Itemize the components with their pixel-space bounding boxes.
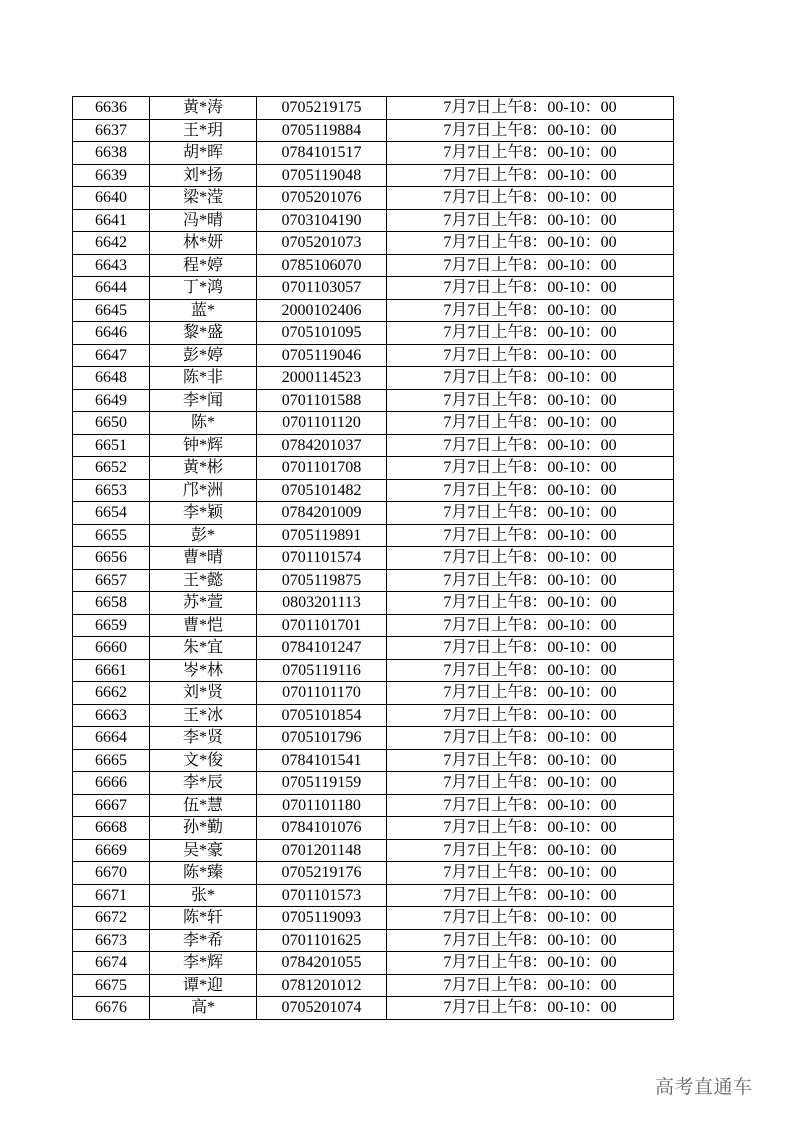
table-row (73, 907, 674, 930)
time-slot-cell: 7月7日上午8：00-10：00 (387, 614, 674, 637)
name-cell: 曹*恺 (150, 614, 257, 637)
table-row (73, 277, 674, 300)
row-number-cell: 6656 (73, 547, 150, 570)
row-number-cell: 6649 (73, 389, 150, 412)
name-cell: 苏*萱 (150, 592, 257, 615)
row-number-cell: 6663 (73, 704, 150, 727)
row-number-cell: 6657 (73, 569, 150, 592)
time-slot-cell: 7月7日上午8：00-10：00 (387, 974, 674, 997)
name-cell: 程*婷 (150, 254, 257, 277)
time-slot-cell: 7月7日上午8：00-10：00 (387, 322, 674, 345)
table-row (73, 367, 674, 390)
time-slot-cell: 7月7日上午8：00-10：00 (387, 502, 674, 525)
time-slot-cell: 7月7日上午8：00-10：00 (387, 164, 674, 187)
time-slot-cell: 7月7日上午8：00-10：00 (387, 907, 674, 930)
name-cell: 陈*臻 (150, 862, 257, 885)
time-slot-cell: 7月7日上午8：00-10：00 (387, 569, 674, 592)
row-number-cell: 6671 (73, 884, 150, 907)
row-number-cell: 6667 (73, 794, 150, 817)
table-row (73, 412, 674, 435)
exam-id-cell: 0705219175 (257, 97, 387, 120)
exam-id-cell: 0705201076 (257, 187, 387, 210)
exam-id-cell: 0784101247 (257, 637, 387, 660)
time-slot-cell: 7月7日上午8：00-10：00 (387, 299, 674, 322)
name-cell: 李*辉 (150, 952, 257, 975)
name-cell: 李*闻 (150, 389, 257, 412)
table-row (73, 637, 674, 660)
row-number-cell: 6638 (73, 142, 150, 165)
time-slot-cell: 7月7日上午8：00-10：00 (387, 412, 674, 435)
table-row (73, 502, 674, 525)
table-row (73, 479, 674, 502)
row-number-cell: 6669 (73, 839, 150, 862)
name-cell: 钟*辉 (150, 434, 257, 457)
name-cell: 李*贤 (150, 727, 257, 750)
row-number-cell: 6647 (73, 344, 150, 367)
time-slot-cell: 7月7日上午8：00-10：00 (387, 389, 674, 412)
table-row (73, 232, 674, 255)
table-row (73, 727, 674, 750)
table-row (73, 97, 674, 120)
exam-id-cell: 0705101482 (257, 479, 387, 502)
exam-id-cell: 0705101095 (257, 322, 387, 345)
row-number-cell: 6660 (73, 637, 150, 660)
time-slot-cell: 7月7日上午8：00-10：00 (387, 479, 674, 502)
name-cell: 彭*婷 (150, 344, 257, 367)
table-row (73, 164, 674, 187)
time-slot-cell: 7月7日上午8：00-10：00 (387, 187, 674, 210)
name-cell: 伍*慧 (150, 794, 257, 817)
table-row (73, 344, 674, 367)
table-row (73, 389, 674, 412)
exam-id-cell: 0705101796 (257, 727, 387, 750)
name-cell: 刘*扬 (150, 164, 257, 187)
row-number-cell: 6670 (73, 862, 150, 885)
exam-id-cell: 0705119048 (257, 164, 387, 187)
exam-id-cell: 0703104190 (257, 209, 387, 232)
time-slot-cell: 7月7日上午8：00-10：00 (387, 637, 674, 660)
exam-id-cell: 0701201148 (257, 839, 387, 862)
time-slot-cell: 7月7日上午8：00-10：00 (387, 434, 674, 457)
table-row (73, 322, 674, 345)
name-cell: 王*玥 (150, 119, 257, 142)
table-row (73, 299, 674, 322)
row-number-cell: 6664 (73, 727, 150, 750)
name-cell: 梁*滢 (150, 187, 257, 210)
exam-id-cell: 0784101541 (257, 749, 387, 772)
table-row (73, 457, 674, 480)
table-row (73, 929, 674, 952)
exam-id-cell: 0705119884 (257, 119, 387, 142)
row-number-cell: 6655 (73, 524, 150, 547)
table-row (73, 187, 674, 210)
name-cell: 谭*迎 (150, 974, 257, 997)
time-slot-cell: 7月7日上午8：00-10：00 (387, 592, 674, 615)
row-number-cell: 6666 (73, 772, 150, 795)
table-row (73, 772, 674, 795)
table-row (73, 569, 674, 592)
table-row (73, 974, 674, 997)
row-number-cell: 6643 (73, 254, 150, 277)
name-cell: 朱*宜 (150, 637, 257, 660)
row-number-cell: 6645 (73, 299, 150, 322)
exam-id-cell: 0705119046 (257, 344, 387, 367)
time-slot-cell: 7月7日上午8：00-10：00 (387, 884, 674, 907)
name-cell: 丁*鸿 (150, 277, 257, 300)
time-slot-cell: 7月7日上午8：00-10：00 (387, 817, 674, 840)
time-slot-cell: 7月7日上午8：00-10：00 (387, 547, 674, 570)
table-row (73, 142, 674, 165)
exam-id-cell: 0705119891 (257, 524, 387, 547)
time-slot-cell: 7月7日上午8：00-10：00 (387, 839, 674, 862)
time-slot-cell: 7月7日上午8：00-10：00 (387, 704, 674, 727)
time-slot-cell: 7月7日上午8：00-10：00 (387, 772, 674, 795)
table-body (73, 97, 674, 1020)
row-number-cell: 6654 (73, 502, 150, 525)
exam-id-cell: 0701101120 (257, 412, 387, 435)
row-number-cell: 6650 (73, 412, 150, 435)
row-number-cell: 6674 (73, 952, 150, 975)
table-row (73, 794, 674, 817)
name-cell: 张* (150, 884, 257, 907)
exam-id-cell: 0705119116 (257, 659, 387, 682)
time-slot-cell: 7月7日上午8：00-10：00 (387, 142, 674, 165)
exam-id-cell: 0701101170 (257, 682, 387, 705)
time-slot-cell: 7月7日上午8：00-10：00 (387, 749, 674, 772)
row-number-cell: 6644 (73, 277, 150, 300)
name-cell: 邝*洲 (150, 479, 257, 502)
row-number-cell: 6661 (73, 659, 150, 682)
exam-id-cell: 0784201037 (257, 434, 387, 457)
time-slot-cell: 7月7日上午8：00-10：00 (387, 997, 674, 1020)
name-cell: 刘*贤 (150, 682, 257, 705)
table-row (73, 884, 674, 907)
table-row (73, 659, 674, 682)
table-row (73, 862, 674, 885)
row-number-cell: 6651 (73, 434, 150, 457)
exam-id-cell: 0701101588 (257, 389, 387, 412)
exam-id-cell: 0784201055 (257, 952, 387, 975)
exam-id-cell: 0705119159 (257, 772, 387, 795)
row-number-cell: 6636 (73, 97, 150, 120)
row-number-cell: 6665 (73, 749, 150, 772)
table-row (73, 119, 674, 142)
time-slot-cell: 7月7日上午8：00-10：00 (387, 254, 674, 277)
table-row (73, 592, 674, 615)
name-cell: 王*冰 (150, 704, 257, 727)
name-cell: 曹*晴 (150, 547, 257, 570)
exam-id-cell: 0784101076 (257, 817, 387, 840)
time-slot-cell: 7月7日上午8：00-10：00 (387, 209, 674, 232)
name-cell: 蓝* (150, 299, 257, 322)
row-number-cell: 6652 (73, 457, 150, 480)
name-cell: 高* (150, 997, 257, 1020)
exam-id-cell: 0781201012 (257, 974, 387, 997)
time-slot-cell: 7月7日上午8：00-10：00 (387, 344, 674, 367)
row-number-cell: 6659 (73, 614, 150, 637)
time-slot-cell: 7月7日上午8：00-10：00 (387, 524, 674, 547)
table-row (73, 524, 674, 547)
exam-id-cell: 0785106070 (257, 254, 387, 277)
row-number-cell: 6639 (73, 164, 150, 187)
row-number-cell: 6641 (73, 209, 150, 232)
time-slot-cell: 7月7日上午8：00-10：00 (387, 952, 674, 975)
table-row (73, 997, 674, 1020)
table-row (73, 682, 674, 705)
table-row (73, 704, 674, 727)
row-number-cell: 6676 (73, 997, 150, 1020)
row-number-cell: 6637 (73, 119, 150, 142)
time-slot-cell: 7月7日上午8：00-10：00 (387, 97, 674, 120)
table-row (73, 817, 674, 840)
name-cell: 岑*林 (150, 659, 257, 682)
time-slot-cell: 7月7日上午8：00-10：00 (387, 457, 674, 480)
name-cell: 李*希 (150, 929, 257, 952)
time-slot-cell: 7月7日上午8：00-10：00 (387, 794, 674, 817)
name-cell: 胡*晖 (150, 142, 257, 165)
row-number-cell: 6646 (73, 322, 150, 345)
name-cell: 陈* (150, 412, 257, 435)
row-number-cell: 6675 (73, 974, 150, 997)
table-row (73, 254, 674, 277)
time-slot-cell: 7月7日上午8：00-10：00 (387, 727, 674, 750)
time-slot-cell: 7月7日上午8：00-10：00 (387, 119, 674, 142)
time-slot-cell: 7月7日上午8：00-10：00 (387, 929, 674, 952)
row-number-cell: 6653 (73, 479, 150, 502)
exam-id-cell: 0701101708 (257, 457, 387, 480)
time-slot-cell: 7月7日上午8：00-10：00 (387, 682, 674, 705)
exam-id-cell: 0784201009 (257, 502, 387, 525)
exam-id-cell: 0705219176 (257, 862, 387, 885)
row-number-cell: 6658 (73, 592, 150, 615)
time-slot-cell: 7月7日上午8：00-10：00 (387, 277, 674, 300)
table-row (73, 614, 674, 637)
exam-id-cell: 0701101625 (257, 929, 387, 952)
name-cell: 王*懿 (150, 569, 257, 592)
exam-id-cell: 0705119093 (257, 907, 387, 930)
row-number-cell: 6662 (73, 682, 150, 705)
name-cell: 黎*盛 (150, 322, 257, 345)
name-cell: 文*俊 (150, 749, 257, 772)
exam-schedule-table (72, 96, 674, 1020)
name-cell: 吴*豪 (150, 839, 257, 862)
name-cell: 陈*轩 (150, 907, 257, 930)
name-cell: 黄*彬 (150, 457, 257, 480)
exam-id-cell: 0701101573 (257, 884, 387, 907)
table-row (73, 434, 674, 457)
time-slot-cell: 7月7日上午8：00-10：00 (387, 659, 674, 682)
name-cell: 冯*晴 (150, 209, 257, 232)
name-cell: 李*颖 (150, 502, 257, 525)
name-cell: 陈*非 (150, 367, 257, 390)
table-row (73, 209, 674, 232)
row-number-cell: 6642 (73, 232, 150, 255)
exam-id-cell: 0784101517 (257, 142, 387, 165)
row-number-cell: 6672 (73, 907, 150, 930)
exam-id-cell: 0705201073 (257, 232, 387, 255)
exam-id-cell: 0701101180 (257, 794, 387, 817)
name-cell: 彭* (150, 524, 257, 547)
exam-id-cell: 0705119875 (257, 569, 387, 592)
name-cell: 黄*涛 (150, 97, 257, 120)
row-number-cell: 6640 (73, 187, 150, 210)
time-slot-cell: 7月7日上午8：00-10：00 (387, 367, 674, 390)
exam-id-cell: 0701101701 (257, 614, 387, 637)
exam-id-cell: 0701101574 (257, 547, 387, 570)
row-number-cell: 6673 (73, 929, 150, 952)
exam-id-cell: 0803201113 (257, 592, 387, 615)
name-cell: 林*妍 (150, 232, 257, 255)
row-number-cell: 6668 (73, 817, 150, 840)
exam-id-cell: 0705201074 (257, 997, 387, 1020)
exam-id-cell: 2000102406 (257, 299, 387, 322)
table-row (73, 547, 674, 570)
time-slot-cell: 7月7日上午8：00-10：00 (387, 232, 674, 255)
table-row (73, 749, 674, 772)
name-cell: 孙*勤 (150, 817, 257, 840)
name-cell: 李*辰 (150, 772, 257, 795)
exam-id-cell: 0701103057 (257, 277, 387, 300)
time-slot-cell: 7月7日上午8：00-10：00 (387, 862, 674, 885)
exam-id-cell: 0705101854 (257, 704, 387, 727)
table-row (73, 839, 674, 862)
table-row (73, 952, 674, 975)
watermark-text: 高考直通车 (655, 1076, 753, 1098)
row-number-cell: 6648 (73, 367, 150, 390)
exam-id-cell: 2000114523 (257, 367, 387, 390)
